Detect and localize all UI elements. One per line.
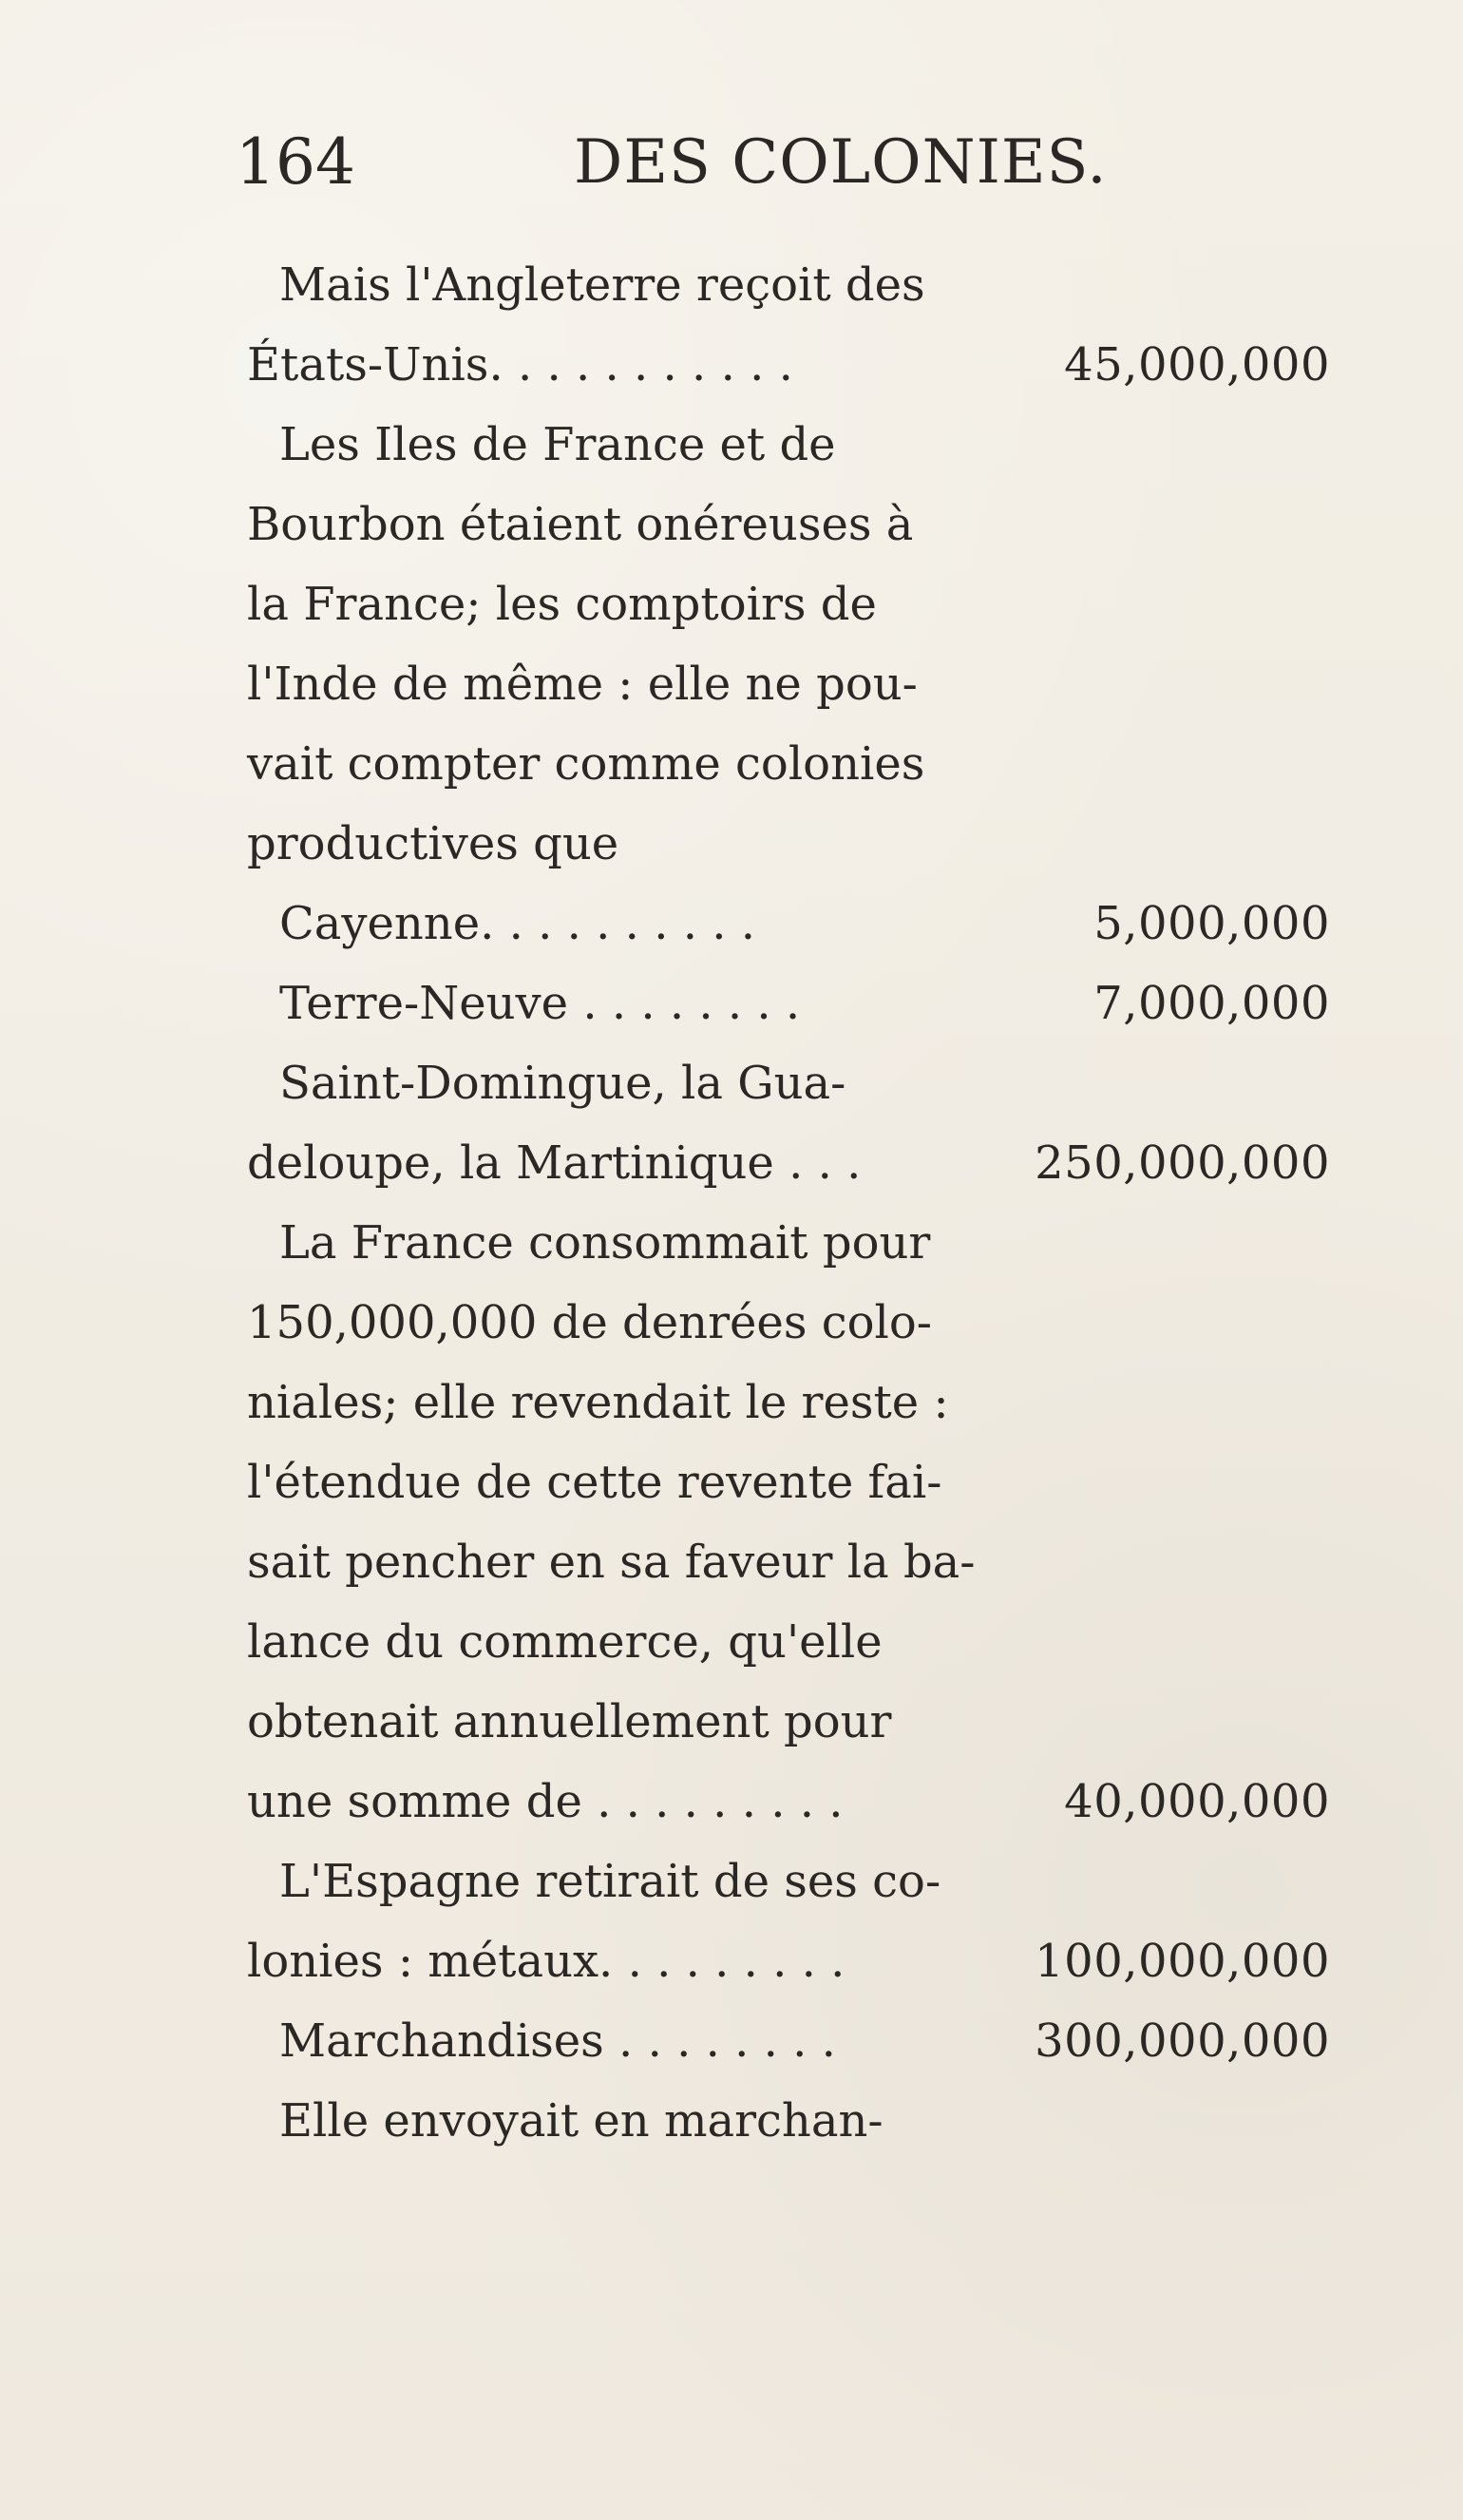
amount-value: 5,000,000	[1093, 897, 1330, 950]
line-text: une somme de . . . . . . . . .	[247, 1775, 844, 1828]
text-line	[247, 1682, 1330, 1762]
text-line-with-amount	[247, 964, 1330, 1043]
text-line	[247, 564, 1330, 644]
text-line	[247, 804, 1330, 884]
text-line	[247, 1203, 1330, 1283]
text-line	[247, 2081, 1330, 2161]
text-line	[247, 724, 1330, 804]
text-line	[247, 1442, 1330, 1522]
line-text: Les Iles de France et de	[279, 418, 836, 471]
line-text: États-Unis. . . . . . . . . . .	[247, 338, 793, 391]
line-text: Terre-Neuve . . . . . . . .	[279, 977, 801, 1030]
page-title: DES COLONIES.	[574, 127, 1108, 198]
text-line	[247, 405, 1330, 485]
line-text: deloupe, la Martinique . . .	[247, 1136, 862, 1190]
line-text: Cayenne. . . . . . . . . .	[279, 897, 755, 950]
text-line	[247, 1283, 1330, 1363]
text-line-with-amount	[247, 2001, 1330, 2081]
text-line	[247, 1522, 1330, 1602]
line-text: L'Espagne retirait de ses co-	[279, 1855, 941, 1908]
line-text: 150,000,000 de denrées colo-	[247, 1296, 932, 1349]
line-text: lonies : métaux. . . . . . . . .	[247, 1935, 846, 1988]
text-line	[247, 1363, 1330, 1442]
text-line	[247, 485, 1330, 564]
text-line-with-amount	[247, 1123, 1330, 1203]
running-head	[0, 120, 1463, 205]
line-text: La France consommait pour	[279, 1216, 931, 1270]
line-text: Bourbon étaient onéreuses à	[247, 498, 914, 551]
line-text: niales; elle revendait le reste :	[247, 1376, 949, 1429]
line-text: lance du commerce, qu'elle	[247, 1615, 883, 1669]
line-text: l'Inde de même : elle ne pou-	[247, 658, 918, 711]
text-line-with-amount	[247, 1762, 1330, 1842]
amount-value: 250,000,000	[1035, 1136, 1330, 1190]
line-text: sait pencher en sa faveur la ba-	[247, 1536, 976, 1589]
line-text: la France; les comptoirs de	[247, 578, 877, 631]
amount-value: 40,000,000	[1064, 1775, 1330, 1828]
text-line	[247, 1602, 1330, 1682]
text-line	[247, 1043, 1330, 1123]
amount-value: 300,000,000	[1035, 2014, 1330, 2068]
text-line	[247, 644, 1330, 724]
line-text: Mais l'Angleterre reçoit des	[279, 258, 925, 312]
line-text: Saint-Domingue, la Gua-	[279, 1057, 846, 1110]
page-number: 164	[236, 125, 355, 199]
amount-value: 7,000,000	[1093, 977, 1330, 1030]
line-text: productives que	[247, 817, 619, 870]
line-text: Elle envoyait en marchan-	[279, 2094, 884, 2148]
line-text: l'étendue de cette revente fai-	[247, 1456, 942, 1509]
text-line-with-amount	[247, 325, 1330, 405]
line-text: Marchandises . . . . . . . .	[279, 2014, 836, 2068]
line-text: vait compter comme colonies	[247, 737, 925, 791]
text-block	[247, 245, 1330, 2161]
amount-value: 45,000,000	[1064, 338, 1330, 391]
text-line	[247, 1842, 1330, 1921]
text-line	[247, 245, 1330, 325]
text-line-with-amount	[247, 884, 1330, 964]
line-text: obtenait annuellement pour	[247, 1695, 892, 1748]
amount-value: 100,000,000	[1035, 1935, 1330, 1988]
text-line-with-amount	[247, 1921, 1330, 2001]
